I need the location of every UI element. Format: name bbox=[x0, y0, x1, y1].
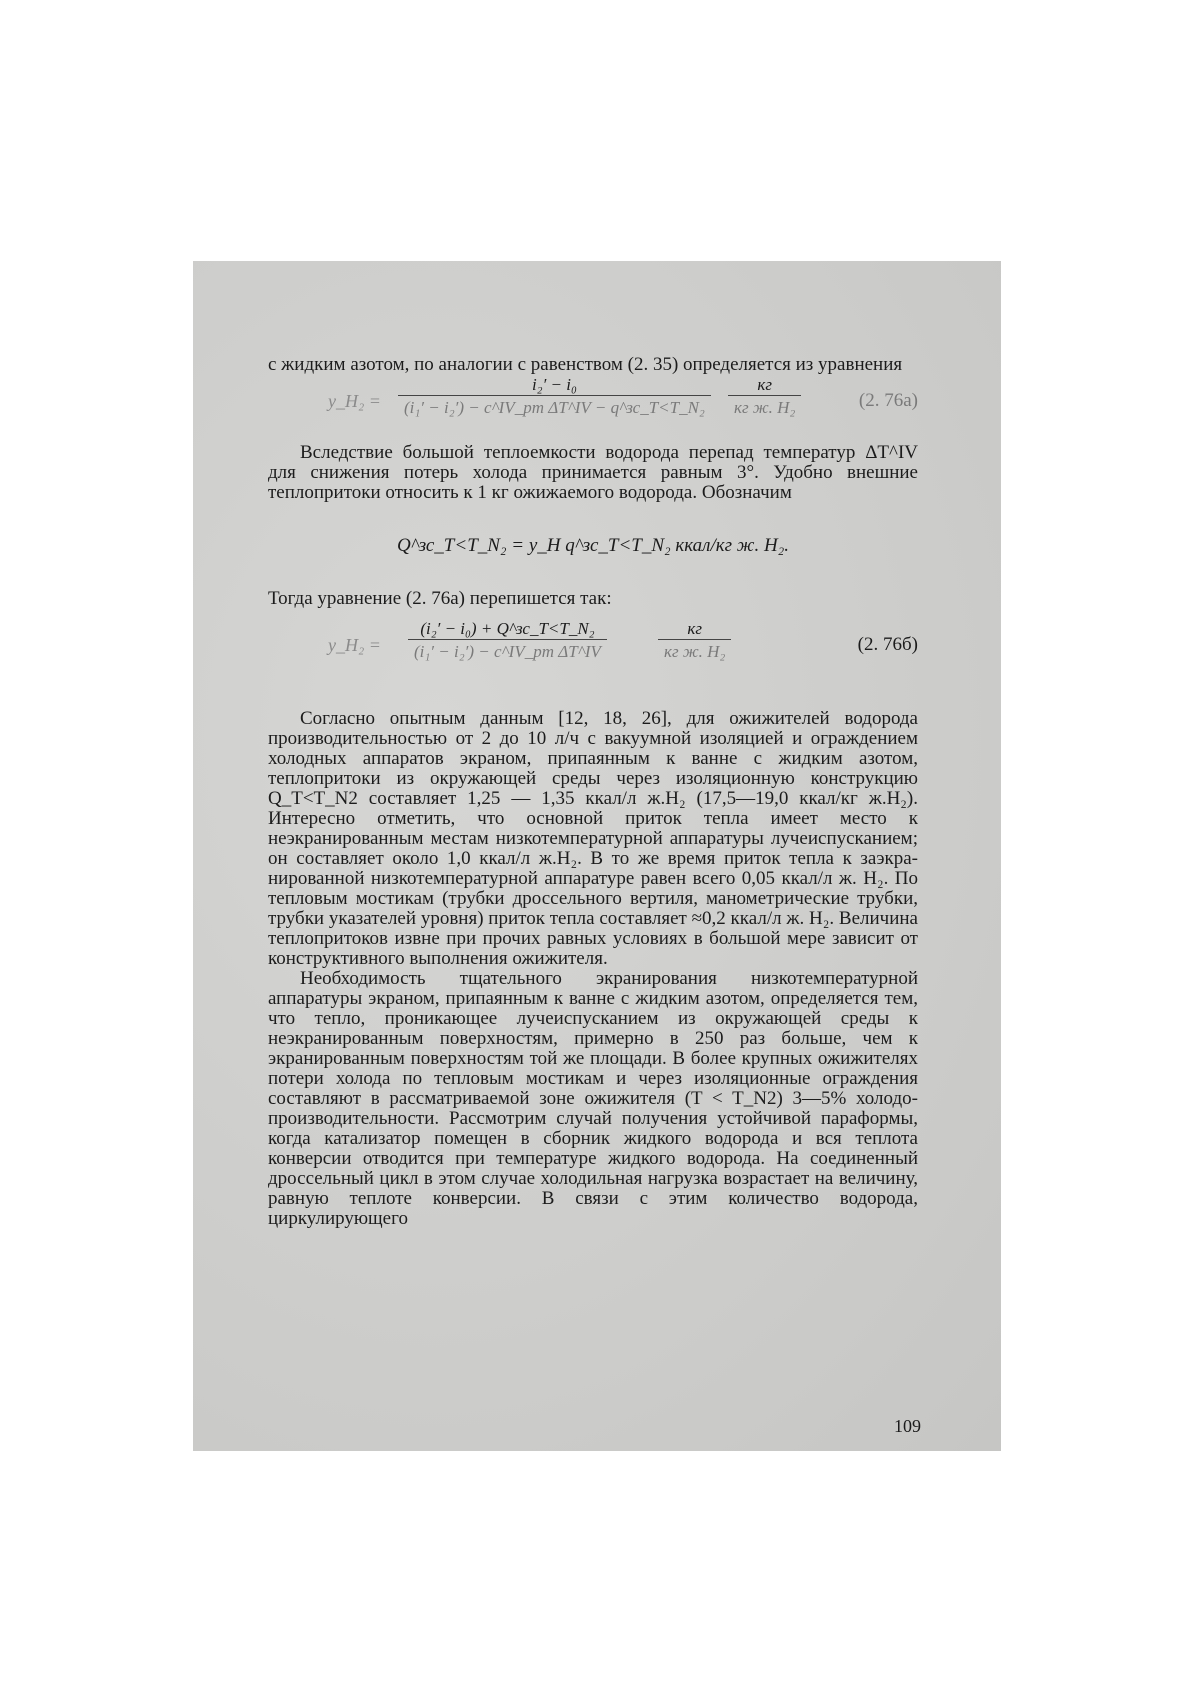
units-numerator: кг bbox=[687, 619, 702, 638]
formula-2-76a bbox=[268, 375, 918, 429]
formula-lhs: y_H₂ = bbox=[328, 391, 381, 411]
denominator: (i₁′ − i₂′) − c^IV_pm ΔT^IV − q^зс_T<T_N₂ bbox=[398, 395, 711, 418]
scanned-page bbox=[193, 261, 1001, 1451]
equation-number: (2. 76б) bbox=[857, 634, 918, 655]
formula-lhs: y_H₂ = bbox=[328, 635, 381, 655]
denominator: (i₁′ − i₂′) − c^IV_pm ΔT^IV bbox=[408, 639, 607, 662]
main-fraction bbox=[398, 375, 711, 418]
paragraph-5: Необходимость тщательного экранирования низкотемпературной аппаратуры экраном, припаянным к ванне с жидким азотом, определяется тем, что тепло, проникающее лучеиспусканием из окружающей среды к неэкранированным поверхностям, примерно в 250 раз больше, чем к экранированным поверхностям той же площади. В более крупных ожижителях потери холода по тепловым мостикам и через изоляционные ограждения составляют в рассматриваемой зоне ожижителя (T < T_N2) 3—5% холодопроизводительности. Рассмотрим случай получения устойчивой параформы, когда катализатор помещен в сборник жидкого водорода и вся теплота конверсии отводится при температуре жидкого водорода. На соединенный дроссельный цикл в этом случае холодильная нагрузка возрастает на величину, равную теплоте конверсии. В связи с этим количество водорода, циркулирующего bbox=[268, 968, 918, 1229]
units-denominator: кг ж. H₂ bbox=[728, 395, 801, 418]
formula-2-76b bbox=[268, 619, 918, 679]
page-number: 109 bbox=[894, 1416, 921, 1436]
paragraph-1: с жидким азотом, по аналогии с равенством (2. 35) определяется из уравнения bbox=[268, 354, 903, 375]
spacer bbox=[268, 679, 918, 709]
numerator: i₂′ − i₀ bbox=[531, 375, 577, 394]
numerator: (i₂′ − i₀) + Q^зс_T<T_N₂ bbox=[420, 619, 595, 638]
units-numerator: кг bbox=[757, 375, 772, 394]
paragraph-3: Тогда уравнение (2. 76а) перепишется так: bbox=[268, 588, 612, 609]
definition-formula: Q^зс_T<T_N₂ = y_H q^зс_T<T_N₂ ккал/кг ж. H₂. bbox=[396, 535, 790, 556]
units-fraction bbox=[728, 375, 801, 418]
units-fraction bbox=[658, 619, 731, 662]
equation-number: (2. 76а) bbox=[858, 390, 918, 411]
spacer bbox=[268, 575, 918, 589]
main-fraction bbox=[408, 619, 607, 662]
text-column bbox=[268, 355, 918, 1229]
spacer bbox=[268, 429, 918, 443]
units-denominator: кг ж. H₂ bbox=[658, 639, 731, 662]
spacer bbox=[268, 503, 918, 517]
paragraph-4: Согласно опытным данным [12, 18, 26], для ожижителей водорода производительностью от 2 до 10 л/ч с вакуумной изоляцией и ограждением холодных аппаратов экраном, припаянным к ванне с жидким азотом, теплопритоки из окружающей среды через изоляционную конструкцию Q_T<T_N2 составляет 1,25 — 1,35 ккал/л ж.H₂ (17,5—19,0 ккал/кг ж.H₂). Интересно отметить, что основной приток тепла имеет место к неэкранированным местам низкотемпературной аппаратуры лучеиспусканием; он составляет около 1,0 ккал/л ж.H₂. В то же время приток тепла к заэкранированной низкотемпературной аппаратуре равен всего 0,05 ккал/л ж. H₂. По тепловым мостикам (трубки дроссельного вертиля, манометрические трубки, трубки указателей уровня) приток тепла составляет ≈0,2 ккал/л ж. H₂. Величина теплопритоков извне при прочих равных условиях в большой мере зависит от конструктивного выполнения ожижителя. bbox=[268, 708, 918, 969]
paragraph-2: Вследствие большой теплоемкости водорода перепад температур ΔT^IV для снижения потерь холода принимается равным 3°. Удобно внешние теплопритоки относить к 1 кг ожижаемого водорода. Обозначим bbox=[268, 442, 918, 503]
